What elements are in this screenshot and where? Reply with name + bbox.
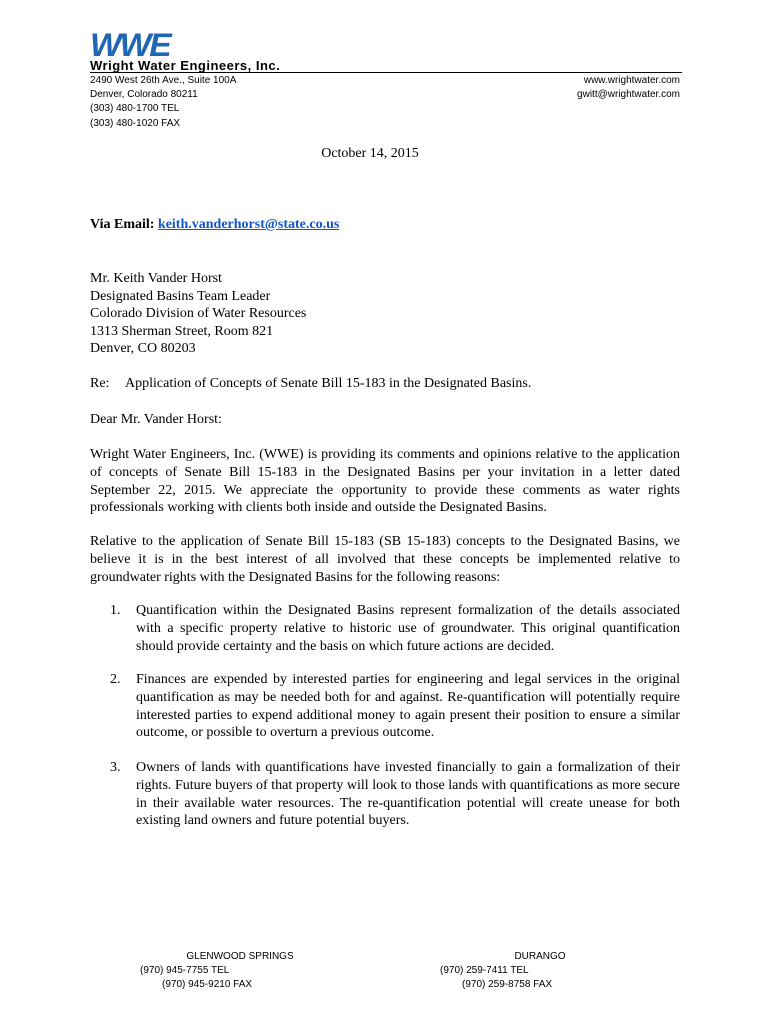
company-address (90, 74, 236, 131)
letter-date: October 14, 2015 (321, 146, 419, 161)
list-item (110, 602, 680, 655)
body-paragraph: Relative to the application of Senate Bill 15-183 (SB 15-183) concepts to the Designated Basins, we believe it is in the best interest of all involved that these concepts be implemented relative to groundwater rights with the Designated Basins for the following reasons: (90, 534, 680, 585)
list-text: Quantification within the Designated Basins represent formalization of the details associated with a specific property relative to historic use of groundwater. This original quantification should provide certainty and the basis on which future actions are decided. (136, 603, 680, 654)
fax-line: (303) 480-1020 FAX (90, 117, 181, 129)
footer-office-durango (440, 950, 640, 992)
recipient-block (90, 270, 306, 358)
list-number: 3. (110, 760, 121, 775)
footer-tel: (970) 945-7755 TEL (140, 965, 230, 976)
address-line: Denver, Colorado 80211 (90, 89, 198, 101)
footer-office-glenwood (140, 950, 340, 992)
list-text: Finances are expended by interested parties for engineering and legal services in the original quantification as may be needed both for and against. Re-quantification will potentially require interested parties to expend additional money to again present their position to ensure a similar outcome, or possible to overturn a previous outcome. (136, 672, 680, 741)
list-item (110, 759, 680, 830)
footer-city: DURANGO (514, 951, 566, 962)
recipient-line: Designated Basins Team Leader (90, 288, 271, 304)
list-text: Owners of lands with quantifications have invested financially to gain a formalization of their rights. Future buyers of that property will look to those lands with quantifications as more secure in their available water resources. The re-quantification potential will create unease for both existing land owners and future potential buyers. (136, 760, 680, 829)
subject-label: Re: (90, 376, 110, 391)
recipient-line: Mr. Keith Vander Horst (90, 271, 222, 286)
address-line: 2490 West 26th Ave., Suite 100A (90, 75, 237, 86)
recipient-line: Denver, CO 80203 (90, 341, 196, 357)
subject-text: Application of Concepts of Senate Bill 15-183 in the Designated Basins. (125, 376, 532, 391)
company-logo: WWE (90, 27, 170, 63)
email-link[interactable]: gwitt@wrightwater.com (577, 89, 680, 101)
via-label: Via Email: (90, 217, 155, 232)
company-name: Wright Water Engineers, Inc. (90, 58, 281, 73)
company-web (577, 74, 680, 102)
recipient-line: 1313 Sherman Street, Room 821 (90, 323, 274, 339)
via-email-line (90, 217, 339, 233)
footer-fax: (970) 259-8758 FAX (462, 979, 553, 990)
letterhead-divider (90, 72, 682, 73)
phone-line: (303) 480-1700 TEL (90, 103, 180, 115)
list-number: 2. (110, 672, 121, 687)
recipient-email-link[interactable]: keith.vanderhorst@state.co.us (157, 217, 340, 232)
list-item (110, 671, 680, 742)
body-paragraph: Wright Water Engineers, Inc. (WWE) is providing its comments and opinions relative to the application of concepts of Senate Bill 15-183 in the Designated Basins per your invitation in a letter dated September 22, 2015. We appreciate the opportunity to provide these comments as water rights professionals working with clients both inside and outside the Designated Basins. (90, 447, 680, 516)
list-number: 1. (110, 603, 121, 618)
footer-tel: (970) 259-7411 TEL (440, 965, 529, 976)
subject-line (90, 376, 531, 392)
salutation: Dear Mr. Vander Horst: (90, 412, 222, 427)
recipient-line: Colorado Division of Water Resources (90, 306, 307, 322)
footer-fax: (970) 945-9210 FAX (162, 979, 253, 990)
footer-city: GLENWOOD SPRINGS (186, 951, 294, 962)
website-link[interactable]: www.wrightwater.com (583, 75, 680, 86)
